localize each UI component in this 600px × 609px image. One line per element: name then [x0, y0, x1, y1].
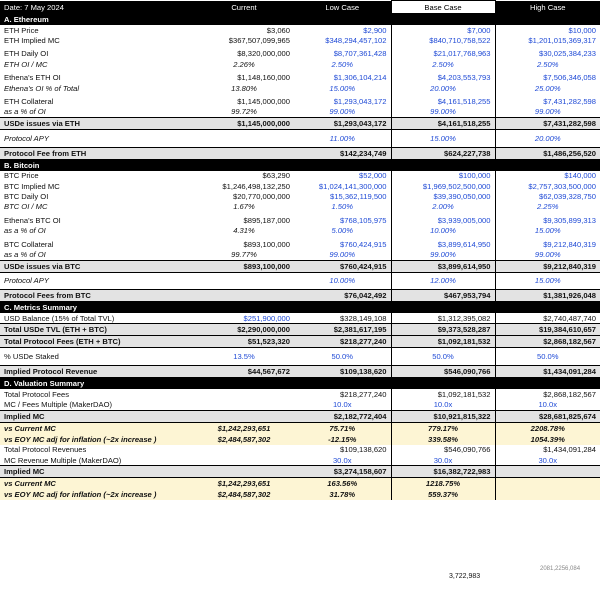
- cell-base: $10,921,815,322: [391, 410, 495, 422]
- cell-low: 15.00%: [329, 83, 356, 93]
- cell-current: [194, 466, 294, 478]
- cell-current: $893,100,000: [194, 260, 294, 272]
- cell-base: $21,017,768,963: [391, 49, 495, 59]
- row-label: Ethena's OI % of Total: [4, 83, 80, 93]
- cell-base: 99.00%: [391, 249, 495, 260]
- cell-current: [194, 399, 294, 410]
- cell-base: $3,899,614,950: [391, 239, 495, 249]
- section-cell: [194, 302, 294, 314]
- cell-high: 15.00%: [534, 226, 561, 236]
- table-row: [0, 147, 600, 159]
- cell-current: 13.5%: [233, 352, 255, 362]
- cell-high: 20.00%: [534, 133, 561, 143]
- cell-low: $218,277,240: [294, 336, 391, 348]
- cell-current: $895,187,000: [243, 215, 290, 225]
- row-label: USD Balance (15% of Total TVL): [4, 313, 115, 323]
- cell-high: 2208.78%: [495, 422, 600, 434]
- col-low: Low Case: [294, 1, 391, 14]
- row-label: ETH Implied MC: [4, 36, 60, 46]
- cell-base: 779.17%: [391, 422, 495, 434]
- cell-low: 75.71%: [294, 422, 391, 434]
- cell-current: $51,523,320: [194, 336, 294, 348]
- table-row: [0, 489, 600, 500]
- cell-current: $1,246,498,132,250: [222, 181, 290, 191]
- cell-base: 10.00%: [391, 225, 495, 235]
- cell-high: $30,025,384,233: [538, 49, 596, 59]
- table-row: [0, 434, 600, 445]
- table-row: [0, 336, 600, 348]
- cell-current: $2,484,587,302: [194, 489, 294, 500]
- cell-low: -12.15%: [294, 434, 391, 445]
- section-cell: [194, 377, 294, 389]
- cell-low: $328,149,108: [340, 313, 387, 323]
- row-label: Total Protocol Fees (ETH + BTC): [0, 336, 194, 348]
- cell-current: [194, 445, 294, 455]
- cell-current: $3,060: [266, 25, 290, 35]
- cell-high: 99.00%: [534, 249, 561, 259]
- table-row: [0, 59, 600, 69]
- cell-base: $4,161,518,255: [391, 118, 495, 130]
- table-row: [0, 73, 600, 83]
- row-label: vs EOY MC adj for inflation (~2x increase ): [0, 489, 194, 500]
- table-row: [0, 118, 600, 130]
- cell-low: 2.50%: [331, 59, 354, 69]
- cell-high: $2,740,487,740: [543, 313, 596, 323]
- row-label: BTC Daily OI: [4, 191, 49, 201]
- cell-low: $1,306,104,214: [333, 73, 387, 83]
- row-label: ETH OI / MC: [4, 59, 48, 69]
- table-row: [0, 35, 600, 45]
- row-label: Implied MC: [0, 410, 194, 422]
- cell-high: 25.00%: [534, 83, 561, 93]
- cell-high: $19,384,610,657: [495, 324, 600, 336]
- cell-high: $62,039,328,750: [538, 191, 596, 201]
- cell-current: $1,242,293,651: [194, 422, 294, 434]
- row-label: vs EOY MC adj for inflation (~2x increase ): [0, 434, 194, 445]
- row-label: USDe issues via ETH: [0, 118, 194, 130]
- col-base: Base Case: [391, 1, 495, 14]
- section-cell: [391, 159, 495, 171]
- table-row: [0, 181, 600, 191]
- section-header-valuation: [0, 377, 600, 389]
- table-row: [0, 49, 600, 59]
- table-row: [0, 422, 600, 434]
- section-title: A. Ethereum: [0, 14, 194, 26]
- cell-low: $2,381,617,195: [294, 324, 391, 336]
- cell-current: $44,567,672: [194, 365, 294, 377]
- cell-high: $2,868,182,567: [543, 389, 596, 399]
- cell-low: $1,293,043,172: [333, 97, 387, 107]
- cell-high: $1,201,015,369,317: [528, 36, 596, 46]
- cell-current: [194, 276, 294, 286]
- cell-current: $2,290,000,000: [194, 324, 294, 336]
- table-row: [0, 455, 600, 466]
- table-row: [0, 171, 600, 181]
- row-label: Protocol Fee from ETH: [0, 147, 194, 159]
- cell-low: $109,138,620: [340, 445, 387, 455]
- section-header-metrics: [0, 302, 600, 314]
- cell-low: 10.0x: [332, 399, 352, 409]
- row-label: % USDe Staked: [4, 352, 59, 362]
- col-current: Current: [194, 1, 294, 14]
- cell-base: $1,312,395,082: [391, 313, 495, 324]
- cell-high: 2.50%: [536, 59, 559, 69]
- cell-current: 4.31%: [233, 226, 255, 236]
- cell-current: 99.72%: [231, 107, 257, 117]
- cell-current: $367,507,099,965: [228, 36, 290, 46]
- cell-low: 99.00%: [329, 249, 356, 259]
- section-cell: [495, 14, 600, 26]
- cell-current: [194, 147, 294, 159]
- table-row: [0, 25, 600, 35]
- table-row: [0, 399, 600, 410]
- date-label: Date: 7 May 2024: [0, 1, 194, 14]
- cell-base: 559.37%: [391, 489, 495, 500]
- cell-current: $8,320,000,000: [237, 49, 290, 59]
- row-label: Implied Protocol Revenue: [0, 365, 194, 377]
- table-row: [0, 225, 600, 235]
- row-label: MC Revenue Multiple (MakerDAO): [4, 455, 122, 465]
- row-label: as a % of OI: [4, 226, 46, 236]
- cell-current: $20,770,000,000: [232, 191, 290, 201]
- cell-current: $1,145,000,000: [237, 97, 290, 107]
- cell-high: $7,506,346,058: [543, 73, 596, 83]
- cell-high: $1,434,091,284: [543, 445, 596, 455]
- section-title: D. Valuation Summary: [0, 377, 194, 389]
- row-label: Implied MC: [0, 466, 194, 478]
- row-label: ETH Price: [4, 25, 39, 35]
- table-row: [0, 191, 600, 201]
- cell-current: [194, 389, 294, 399]
- cell-high: $7,431,282,598: [543, 97, 596, 107]
- row-label: ETH Collateral: [4, 97, 54, 107]
- table-row: [0, 478, 600, 490]
- row-label: ETH Daily OI: [4, 49, 49, 59]
- cell-high: 10.0x: [538, 399, 558, 409]
- cell-low: $3,274,158,607: [294, 466, 391, 478]
- cell-low: 99.00%: [329, 107, 356, 117]
- cell-current: [194, 133, 294, 143]
- cell-current: 99.77%: [231, 249, 257, 259]
- row-label: Total Protocol Fees: [4, 389, 69, 399]
- cell-low: $109,138,620: [294, 365, 391, 377]
- cell-high: $140,000: [564, 171, 596, 181]
- cell-base: 1218.75%: [391, 478, 495, 490]
- cell-high: $1,434,091,284: [495, 365, 600, 377]
- cell-base: $1,969,502,500,000: [391, 181, 495, 191]
- table-row: [0, 445, 600, 455]
- cell-current: $63,290: [262, 171, 290, 181]
- cell-base: 30.0x: [391, 455, 495, 466]
- cell-high: $2,868,182,567: [495, 336, 600, 348]
- row-label: MC / Fees Multiple (MakerDAO): [4, 399, 113, 409]
- cell-high: $10,000: [568, 25, 596, 35]
- cell-base: $3,899,614,950: [391, 260, 495, 272]
- cell-low: 163.56%: [294, 478, 391, 490]
- table-row: [0, 260, 600, 272]
- table-row: [0, 313, 600, 324]
- cell-low: $52,000: [359, 171, 387, 181]
- cell-base: $546,090,766: [391, 445, 495, 455]
- cell-current: $1,242,293,651: [194, 478, 294, 490]
- overlay-value: 3,722,983: [449, 573, 481, 580]
- row-label: BTC Implied MC: [4, 181, 60, 191]
- cell-base: 2.00%: [391, 202, 495, 212]
- cell-base: $3,939,005,000: [391, 215, 495, 225]
- cell-current: $1,148,160,000: [237, 73, 290, 83]
- cell-high: 30.0x: [538, 455, 558, 465]
- cell-current: [194, 290, 294, 302]
- table-row: [0, 239, 600, 249]
- cell-high: 99.00%: [534, 107, 561, 117]
- cell-current: $251,900,000: [243, 313, 290, 323]
- section-cell: [294, 302, 391, 314]
- cell-base: 50.0%: [391, 351, 495, 361]
- cell-base: $1,092,181,532: [391, 389, 495, 399]
- cell-low: 1.50%: [331, 202, 354, 212]
- cell-high: $28,681,825,674: [495, 410, 600, 422]
- cell-base: $7,000: [391, 25, 495, 35]
- table-row: [0, 96, 600, 106]
- cell-low: $348,294,457,102: [325, 36, 387, 46]
- row-label: BTC OI / MC: [4, 202, 48, 212]
- cell-base: $9,373,528,287: [391, 324, 495, 336]
- cell-high: 50.0%: [536, 352, 559, 362]
- section-cell: [194, 159, 294, 171]
- table-row: [0, 351, 600, 361]
- cell-low: $15,362,119,500: [330, 191, 387, 201]
- cell-base: 10.0x: [391, 399, 495, 410]
- cell-base: $467,953,794: [391, 290, 495, 302]
- cell-low: $2,182,772,404: [294, 410, 391, 422]
- cell-base: $4,203,553,793: [391, 73, 495, 83]
- cell-base: $4,161,518,255: [391, 96, 495, 106]
- table-row: [0, 133, 600, 143]
- header-row: [0, 1, 600, 14]
- section-header-eth: [0, 14, 600, 26]
- row-label: as a % of OI: [4, 107, 46, 117]
- row-label: USDe issues via BTC: [0, 260, 194, 272]
- table-row: [0, 249, 600, 260]
- section-title: B. Bitcoin: [0, 159, 194, 171]
- row-label: Protocol APY: [4, 276, 49, 286]
- cell-current: $893,100,000: [243, 239, 290, 249]
- table-row: [0, 202, 600, 212]
- cell-current: 1.67%: [233, 202, 255, 212]
- cell-low: 5.00%: [331, 226, 354, 236]
- section-cell: [495, 377, 600, 389]
- cell-low: $768,105,975: [340, 215, 387, 225]
- cell-low: 50.0%: [331, 352, 354, 362]
- row-label: Protocol Fees from BTC: [0, 290, 194, 302]
- cell-current: [194, 455, 294, 466]
- cell-current: $1,145,000,000: [194, 118, 294, 130]
- section-cell: [495, 302, 600, 314]
- cell-base: $624,227,738: [391, 147, 495, 159]
- section-cell: [294, 159, 391, 171]
- cell-low: $2,900: [363, 25, 387, 35]
- cell-base: $100,000: [391, 171, 495, 181]
- cell-base: $840,710,758,522: [391, 35, 495, 45]
- row-label: Ethena's ETH OI: [4, 73, 61, 83]
- cell-base: 12.00%: [391, 276, 495, 286]
- row-label: Total USDe TVL (ETH + BTC): [0, 324, 194, 336]
- cell-low: $1,293,043,172: [294, 118, 391, 130]
- row-label: vs Current MC: [0, 478, 194, 490]
- cell-high: $7,431,282,598: [495, 118, 600, 130]
- cell-high: [495, 489, 600, 500]
- cell-low: $1,024,141,300,000: [318, 181, 387, 191]
- cell-base: $1,092,181,532: [391, 336, 495, 348]
- cell-low: $218,277,240: [340, 389, 387, 399]
- section-header-btc: [0, 159, 600, 171]
- cell-base: 20.00%: [391, 83, 495, 93]
- row-label: Total Protocol Revenues: [4, 445, 87, 455]
- cell-low: $8,707,361,428: [333, 49, 387, 59]
- table-row: [0, 276, 600, 286]
- table-row: [0, 83, 600, 93]
- cell-base: 2.50%: [391, 59, 495, 69]
- cell-low: $760,424,915: [340, 239, 387, 249]
- section-cell: [194, 14, 294, 26]
- row-label: Ethena's BTC OI: [4, 215, 61, 225]
- overlay-faded: 2081,2256,084: [540, 566, 581, 572]
- cell-high: 2.25%: [536, 202, 559, 212]
- cell-high: [495, 466, 600, 478]
- cell-high: 15.00%: [534, 276, 561, 286]
- cell-high: $2,757,303,500,000: [528, 181, 596, 191]
- section-cell: [391, 302, 495, 314]
- row-label: as a % of OI: [4, 249, 46, 259]
- table-row: [0, 365, 600, 377]
- cell-high: $1,486,256,520: [495, 147, 600, 159]
- row-label: BTC Collateral: [4, 239, 54, 249]
- table-row: [0, 466, 600, 478]
- cell-low: $760,424,915: [294, 260, 391, 272]
- cell-current: 13.80%: [231, 83, 257, 93]
- table-row: [0, 290, 600, 302]
- cell-high: [495, 478, 600, 490]
- table-row: [0, 107, 600, 118]
- cell-high: $9,212,840,319: [543, 239, 596, 249]
- cell-low: $142,234,749: [294, 147, 391, 159]
- cell-low: $76,042,492: [294, 290, 391, 302]
- cell-base: $546,090,766: [391, 365, 495, 377]
- section-cell: [391, 14, 495, 26]
- table-row: [0, 389, 600, 399]
- cell-low: 30.0x: [332, 455, 352, 465]
- cell-current: $2,484,587,302: [194, 434, 294, 445]
- cell-high: $1,381,926,048: [495, 290, 600, 302]
- row-label: BTC Price: [4, 171, 39, 181]
- section-cell: [391, 377, 495, 389]
- cell-base: $16,382,722,983: [391, 466, 495, 478]
- section-title: C. Metrics Summary: [0, 302, 194, 314]
- cell-low: 11.00%: [329, 133, 355, 143]
- section-cell: [294, 14, 391, 26]
- row-label: vs Current MC: [0, 422, 194, 434]
- table-row: [0, 410, 600, 422]
- col-high: High Case: [495, 1, 600, 14]
- cell-high: $9,212,840,319: [495, 260, 600, 272]
- cell-low: 10.00%: [329, 276, 356, 286]
- cell-high: $9,305,899,313: [543, 215, 596, 225]
- cell-base: $39,390,050,000: [391, 191, 495, 201]
- cell-current: 2.26%: [233, 59, 255, 69]
- cell-base: 339.58%: [391, 434, 495, 445]
- cell-base: 15.00%: [391, 133, 495, 143]
- cell-high: 1054.39%: [495, 434, 600, 445]
- section-cell: [495, 159, 600, 171]
- table-row: [0, 215, 600, 225]
- cell-base: 99.00%: [391, 107, 495, 118]
- table-row: [0, 324, 600, 336]
- row-label: Protocol APY: [4, 133, 49, 143]
- cell-low: 31.78%: [294, 489, 391, 500]
- cell-current: [194, 410, 294, 422]
- section-cell: [294, 377, 391, 389]
